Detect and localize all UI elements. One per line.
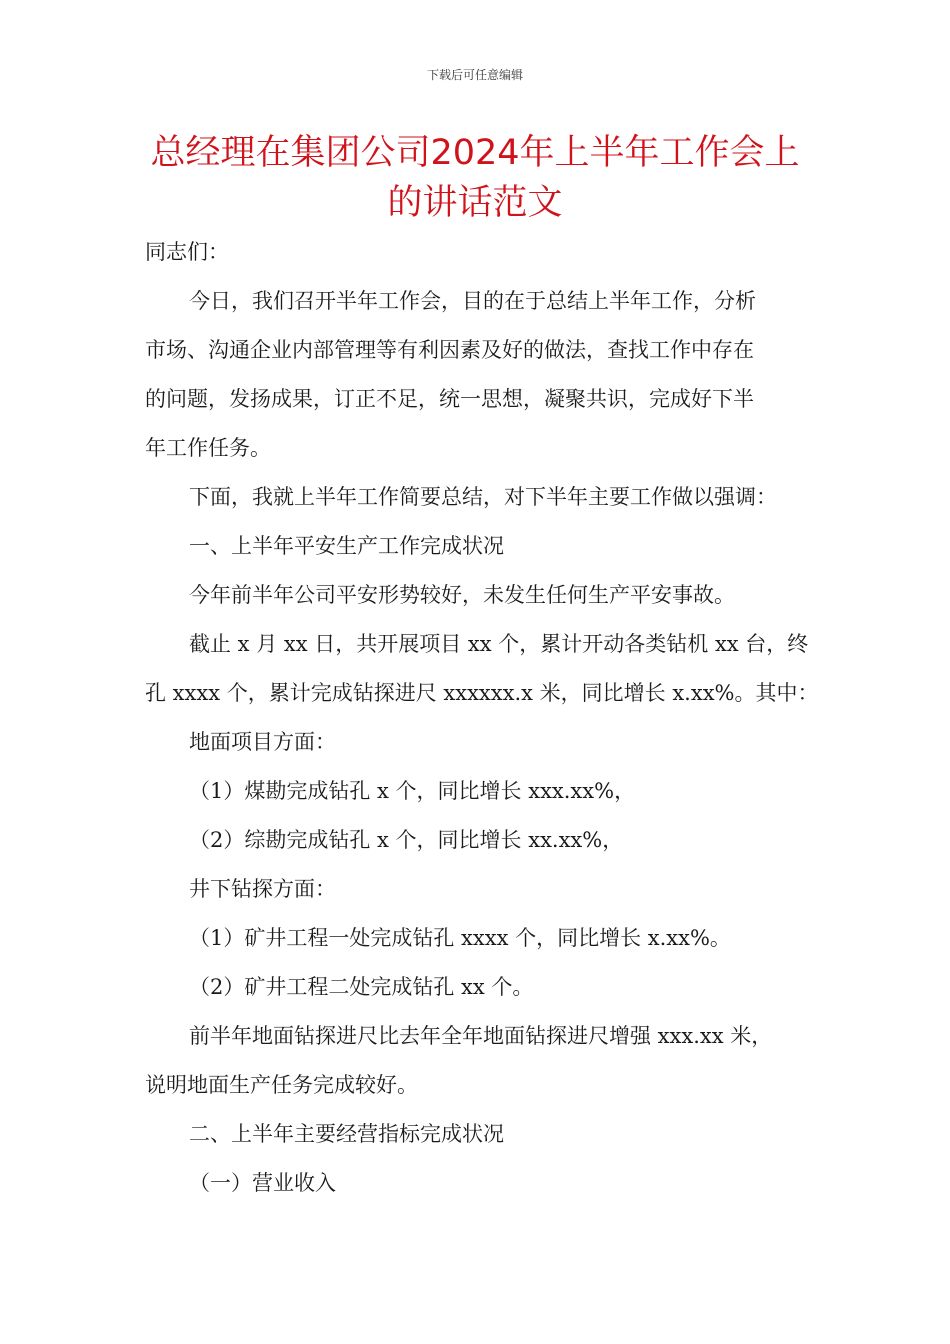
section-heading: 一、上半年平安生产工作完成状况 (189, 534, 504, 558)
list-item: （2）综勘完成钻孔 x 个，同比增长 xx.xx%， (189, 828, 624, 852)
paragraph-line: 下面，我就上半年工作简要总结，对下半年主要工作做以强调： (189, 485, 777, 509)
subheading: 地面项目方面： (189, 730, 336, 754)
paragraph-line: 今年前半年公司平安形势较好，未发生任何生产平安事故。 (189, 583, 735, 607)
section-heading: 二、上半年主要经营指标完成状况 (189, 1122, 504, 1146)
paragraph-line: 前半年地面钻探进尺比去年全年地面钻探进尺增强 xxx.xx 米， (189, 1024, 773, 1048)
salutation: 同志们： (145, 240, 229, 264)
list-item: （2）矿井工程二处完成钻孔 xx 个。 (189, 975, 534, 999)
paragraph-line: 今日，我们召开半年工作会，目的在于总结上半年工作，分析 (189, 289, 756, 313)
paragraph-line: 的问题，发扬成果，订正不足，统一思想，凝聚共识，完成好下半 (145, 387, 754, 411)
document-body (145, 228, 819, 1208)
list-item: （1）煤勘完成钻孔 x 个，同比增长 xxx.xx%， (189, 779, 636, 803)
paragraph-line: 说明地面生产任务完成较好。 (145, 1073, 418, 1097)
header-note: 下载后可任意编辑 (426, 68, 523, 82)
paragraph-line: 孔 xxxx 个，累计完成钻探进尺 xxxxxx.x 米，同比增长 x.xx%。其中： (145, 681, 819, 705)
paragraph-line: 市场、沟通企业内部管理等有利因素及好的做法，查找工作中存在 (145, 338, 754, 362)
title-line-2: 的讲话范文 (387, 183, 563, 223)
document-title (140, 128, 810, 228)
paragraph-line: 截止 x 月 xx 日，共开展项目 xx 个，累计开动各类钻机 xx 台，终 (189, 632, 809, 656)
list-item: （1）矿井工程一处完成钻孔 xxxx 个，同比增长 x.xx%。 (189, 926, 731, 950)
subheading: （一）营业收入 (189, 1171, 336, 1195)
title-line-1: 总经理在集团公司2024年上半年工作会上 (150, 133, 800, 173)
subheading: 井下钻探方面： (189, 877, 336, 901)
paragraph-line: 年工作任务。 (145, 436, 271, 460)
